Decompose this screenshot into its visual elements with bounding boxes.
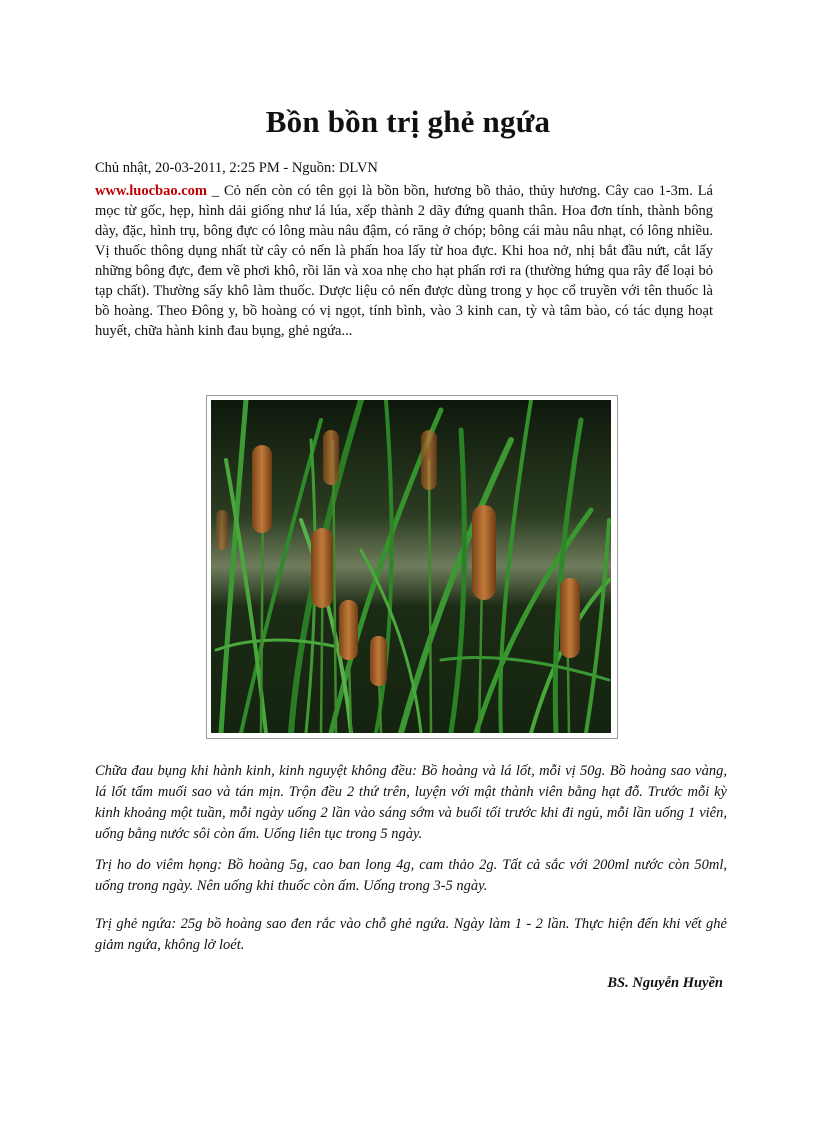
cattail-spike [252,445,272,533]
source-link[interactable]: www.luocbao.com [95,183,207,199]
cattail-photo [206,395,618,739]
remedy-paragraph: Trị ghẻ ngứa: 25g bồ hoàng sao đen rắc vào chỗ ghẻ ngứa. Ngày làm 1 - 2 lần. Thực hiện đến khi vết ghẻ giảm ngứa, không lở loét. [95,916,727,953]
cattail-spike [421,430,437,490]
cattail-illustration [211,400,611,733]
cattail-spike [311,528,333,608]
article-intro [95,181,713,341]
cattail-spike [323,430,339,485]
intro-text: Cỏ nến còn có tên gọi là bồn bồn, hương bồ thảo, thủy hương. Cây cao 1-3m. Lá mọc từ gốc, hẹp, hình dải giống như lá lúa, xếp thành 2 dãy đứng quanh thân. Hoa đơn tính, thành bông dày, đặc, hình trụ, bông đực có lông màu nâu đậm, có răng ở chóp; bông cái màu nâu nhạt, có lông nhiều. Vị thuốc thông dụng nhất từ cây cỏ nến là phấn hoa lấy từ hoa đực. Khi hoa nở, nhị bắt đầu nứt, cắt lấy những bông đực, đem về phơi khô, rồi lăn và xoa nhẹ cho hạt phấn rơi ra (thường hứng qua rây để loại bỏ tạp chất). Thường sấy khô làm thuốc. Dược liệu cỏ nến được dùng trong y học cổ truyền với tên thuốc là bồ hoàng. Theo Đông y, bồ hoàng có vị ngọt, tính bình, vào 3 kinh can, tỳ và tâm bào, có tác dụng hoạt huyết, chữa hành kinh đau bụng, ghẻ ngứa... [95,183,713,339]
cattail-spike [370,636,387,686]
intro-separator: _ [206,183,224,199]
article-meta: Chủ nhật, 20-03-2011, 2:25 PM - Nguồn: DLVN [95,160,378,176]
remedy-paragraph: Chữa đau bụng khi hành kinh, kinh nguyệt không đều: Bồ hoàng và lá lốt, mỗi vị 50g. Bồ hoàng sao vàng, lá lốt tẩm muối sao và tán mịn. Trộn đều 2 thứ trên, luyện với mật thành viên bằng hạt đỗ. Trước mỗi kỳ kinh khoảng một tuần, mỗi ngày uống 2 lần vào sáng sớm và buổi tối trước khi đi ngủ, mỗi lần uống 1 viên, uống bằng nước sôi còn ấm. Uống liên tục trong 5 ngày. [95,763,727,842]
article-title: Bồn bồn trị ghẻ ngứa [265,104,551,139]
article-author: BS. Nguyễn Huyền [607,975,723,991]
remedy-paragraph: Trị ho do viêm họng: Bồ hoàng 5g, cao ban long 4g, cam thảo 2g. Tất cả sắc với 200ml nước còn 50ml, uống trong ngày. Nên uống khi thuốc còn ấm. Uống trong 3-5 ngày. [95,857,727,894]
cattail-spike [560,578,580,658]
cattail-spike [216,510,228,550]
cattail-spike [472,505,496,600]
cattail-spike [339,600,358,660]
